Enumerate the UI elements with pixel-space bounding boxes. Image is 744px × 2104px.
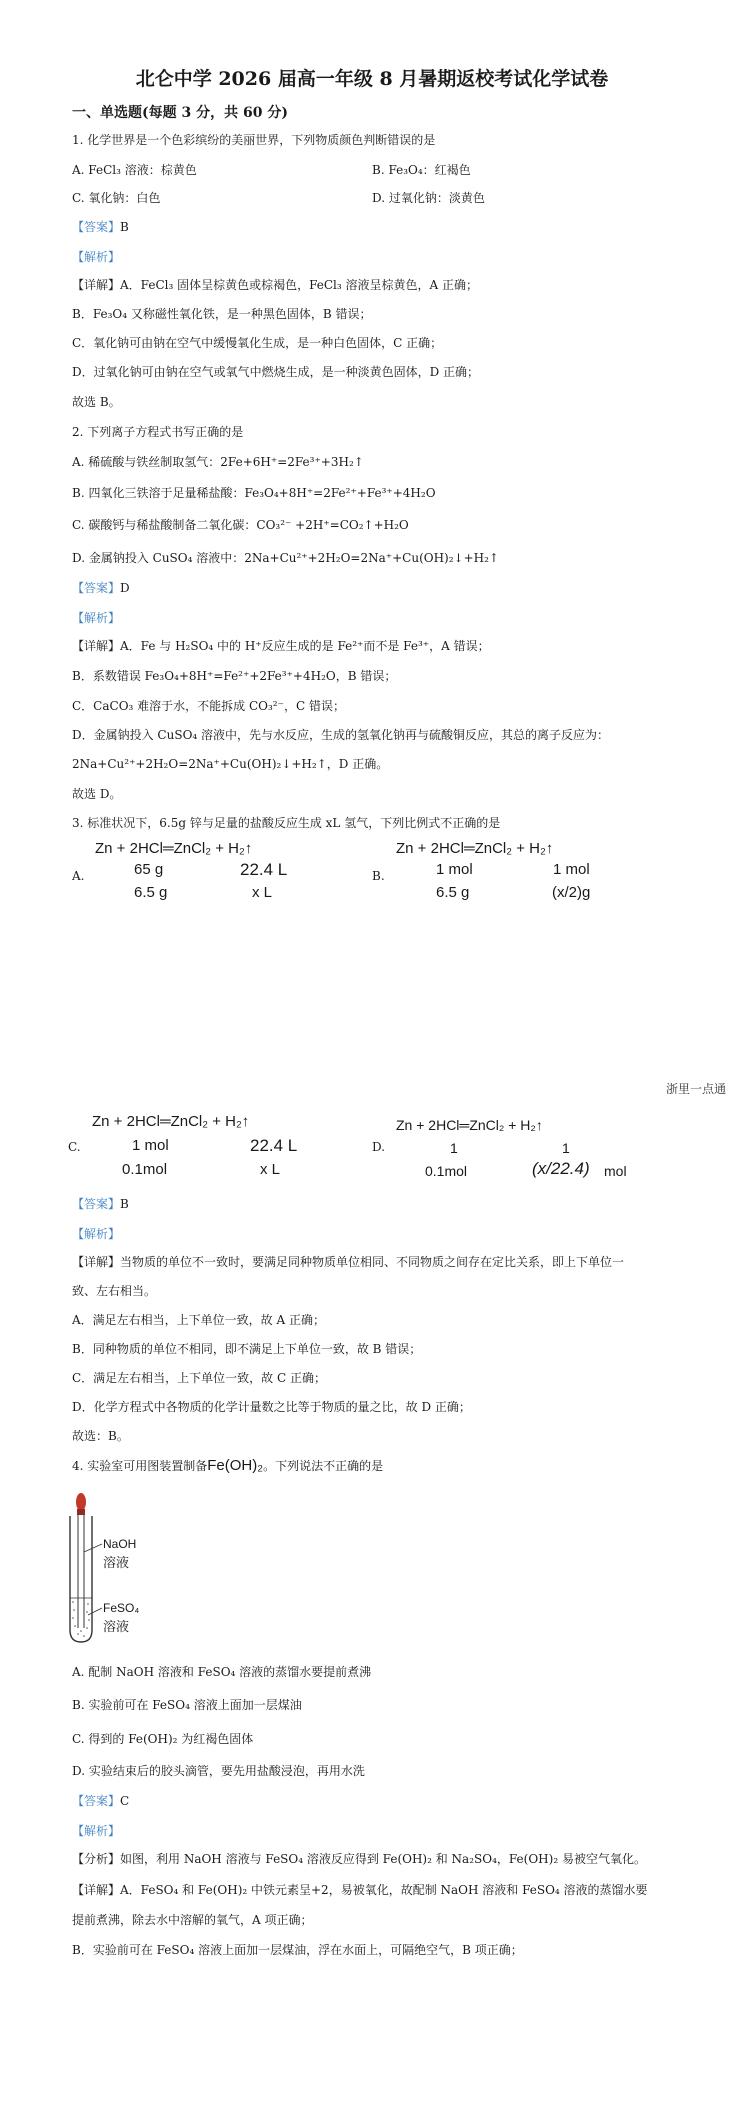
q2-stem: 2. 下列离子方程式书写正确的是: [72, 425, 244, 439]
q3-d-r1c1: 1: [450, 1140, 458, 1156]
q1-option-b[interactable]: B. Fe₃O₄：红褐色: [372, 163, 471, 177]
q3-option-a-label[interactable]: A.: [72, 869, 85, 883]
q3-d-r1c2: 1: [562, 1140, 570, 1156]
q3-option-b-label[interactable]: B.: [372, 869, 385, 883]
watermark: 浙里一点通: [666, 1082, 727, 1096]
section-heading: 一、单选题(每题 3 分，共 60 分): [72, 105, 288, 121]
q3-b-equation: Zn + 2HCl═ZnCl₂ + H₂↑: [396, 840, 554, 857]
q2-option-c[interactable]: C. 碳酸钙与稀盐酸制备二氧化碳：CO₃²⁻ +2H⁺=CO₂↑+H₂O: [72, 518, 409, 532]
q4-answer-value: C: [120, 1794, 130, 1808]
q3-option-c-label[interactable]: C.: [68, 1140, 81, 1154]
q2-detail-2: B．系数错误 Fe₃O₄+8H⁺=Fe²⁺+2Fe³⁺+4H₂O，B 错误；: [72, 669, 397, 683]
q3-option-d-label[interactable]: D.: [372, 1140, 386, 1154]
q4-option-d[interactable]: D. 实验结束后的胶头滴管，要先用盐酸浸泡，再用水洗: [72, 1764, 365, 1778]
q1-detail-2: B．Fe₃O₄ 又称磁性氧化铁，是一种黑色固体，B 错误；: [72, 307, 372, 321]
q3-stem: 3. 标准状况下，6.5g 锌与足量的盐酸反应生成 xL 氢气，下列比例式不正确的是: [72, 816, 501, 830]
q2-answer: [72, 580, 130, 596]
q1-analysis-tag: 【解析】: [72, 250, 121, 264]
q1-detail-1: 【详解】A．FeCl₃ 固体呈棕黄色或棕褐色，FeCl₃ 溶液呈棕黄色，A 正确；: [72, 278, 478, 292]
answer-tag: 【答案】: [72, 581, 121, 595]
q2-conclusion: 故选 D。: [72, 787, 122, 801]
q3-detail-5: D．化学方程式中各物质的化学计量数之比等于物质的量之比，故 D 正确；: [72, 1400, 471, 1414]
q1-conclusion: 故选 B。: [72, 395, 121, 409]
q1-answer-value: B: [120, 220, 129, 234]
q4-option-b[interactable]: B. 实验前可在 FeSO₄ 溶液上面加一层煤油: [72, 1698, 302, 1712]
q3-d-r2c2: (x/22.4): [532, 1159, 590, 1178]
q3-a-r1c2: 22.4 L: [240, 860, 288, 879]
q3-b-r1c2: 1 mol: [553, 861, 590, 878]
q1-stem: 1. 化学世界是一个色彩缤纷的美丽世界，下列物质颜色判断错误的是: [72, 133, 436, 147]
q2-detail-3: C．CaCO₃ 难溶于水，不能拆成 CO₃²⁻，C 错误；: [72, 699, 345, 713]
q3-c-equation: Zn + 2HCl═ZnCl₂ + H₂↑: [92, 1113, 250, 1130]
q3-detail-1b: 致、左右相当。: [72, 1284, 157, 1298]
q2-option-d[interactable]: D. 金属钠投入 CuSO₄ 溶液中：2Na+Cu²⁺+2H₂O=2Na⁺+Cu(OH)₂↓+H₂↑: [72, 551, 499, 565]
page-title: 北仑中学 2026 届高一年级 8 月暑期返校考试化学试卷: [135, 68, 609, 90]
q2-answer-value: D: [120, 581, 130, 595]
q4-answer: [72, 1793, 129, 1809]
answer-tag: 【答案】: [72, 1794, 121, 1808]
q4-stem-post: 。下列说法不正确的是: [263, 1459, 384, 1473]
q3-detail-1: 【详解】当物质的单位不一致时，要满足同种物质单位相同、不同物质之间存在定比关系，即上下单位一: [72, 1255, 625, 1269]
fig-label-naoh-solution: 溶液: [103, 1556, 130, 1571]
q2-option-a[interactable]: A. 稀硫酸与铁丝制取氢气：2Fe+6H⁺=2Fe³⁺+3H₂↑: [72, 455, 364, 469]
fig-label-feso4-solution: 溶液: [103, 1620, 130, 1635]
q3-d-equation: Zn + 2HCl═ZnCl₂ + H₂↑: [396, 1117, 543, 1133]
q4-analysis-tag: 【解析】: [72, 1824, 121, 1838]
fig-label-naoh: NaOH: [103, 1537, 137, 1551]
q2-detail-5: 2Na+Cu²⁺+2H₂O=2Na⁺+Cu(OH)₂↓+H₂↑，D 正确。: [72, 757, 389, 771]
q3-a-equation: Zn + 2HCl═ZnCl₂ + H₂↑: [95, 840, 253, 857]
fig-label-feso4: FeSO₄: [103, 1601, 140, 1615]
q2-detail-4: D．金属钠投入 CuSO₄ 溶液中，先与水反应，生成的氢氧化钠再与硫酸铜反应，其总的离子反应为：: [72, 728, 610, 742]
q3-a-r1c1: 65 g: [134, 861, 164, 878]
q3-b-r1c1: 1 mol: [436, 861, 473, 878]
q1-answer: [72, 219, 129, 235]
q4-option-a[interactable]: A. 配制 NaOH 溶液和 FeSO₄ 溶液的蒸馏水要提前煮沸: [72, 1665, 372, 1679]
answer-tag: 【答案】: [72, 1197, 121, 1211]
q2-analysis-tag: 【解析】: [72, 611, 121, 625]
q3-answer: [72, 1196, 129, 1212]
q2-detail-1: 【详解】A．Fe 与 H₂SO₄ 中的 H⁺反应生成的是 Fe²⁺而不是 Fe³⁺，A 错误；: [72, 639, 490, 653]
answer-tag: 【答案】: [72, 220, 121, 234]
q1-option-d[interactable]: D. 过氧化钠：淡黄色: [372, 191, 485, 205]
q3-c-r1c1: 1 mol: [132, 1137, 169, 1154]
q4-detail-2: B．实验前可在 FeSO₄ 溶液上面加一层煤油，浮在水面上，可隔绝空气，B 项正确；: [72, 1943, 523, 1957]
q3-a-r2c2: x L: [252, 884, 273, 901]
test-tube: [70, 1516, 92, 1642]
q3-c-r2c2: x L: [260, 1161, 281, 1178]
q3-c-r2c1: 0.1mol: [122, 1161, 168, 1178]
q3-detail-4: C．满足左右相当，上下单位一致，故 C 正确；: [72, 1371, 326, 1385]
q3-c-r1c2: 22.4 L: [250, 1136, 298, 1155]
q1-option-c[interactable]: C. 氧化钠：白色: [72, 191, 161, 205]
q4-detail-1b: 提前煮沸，除去水中溶解的氧气，A 项正确；: [72, 1913, 313, 1927]
q2-option-b[interactable]: B. 四氧化三铁溶于足量稀盐酸：Fe₃O₄+8H⁺=2Fe²⁺+Fe³⁺+4H₂O: [72, 486, 436, 500]
solution-dots: [72, 1601, 90, 1637]
q4-stem-formula: Fe(OH)₂: [207, 1457, 264, 1474]
dropper-neck: [77, 1509, 85, 1515]
q1-detail-3: C．氧化钠可由钠在空气中缓慢氧化生成，是一种白色固体，C 正确；: [72, 336, 443, 350]
q4-stem: [72, 1458, 383, 1474]
q4-detail-1: 【详解】A．FeSO₄ 和 Fe(OH)₂ 中铁元素呈+2，易被氧化，故配制 NaOH 溶液和 FeSO₄ 溶液的蒸馏水要: [72, 1883, 648, 1897]
q3-detail-2: A．满足左右相当，上下单位一致，故 A 正确；: [72, 1313, 325, 1327]
feso4-pointer: [88, 1608, 102, 1615]
q3-conclusion: 故选：B。: [72, 1429, 129, 1443]
q3-a-r2c1: 6.5 g: [134, 884, 168, 901]
q3-detail-3: B．同种物质的单位不相同，即不满足上下单位一致，故 B 错误；: [72, 1342, 422, 1356]
q3-d-r2c3: mol: [604, 1163, 627, 1179]
dropper-bulb: [76, 1493, 86, 1511]
q1-detail-4: D．过氧化钠可由钠在空气或氧气中燃烧生成，是一种淡黄色固体，D 正确；: [72, 365, 480, 379]
naoh-pointer: [84, 1544, 102, 1552]
q3-b-r2c2: (x/2)g: [552, 884, 591, 901]
q3-answer-value: B: [120, 1197, 129, 1211]
q4-stem-pre: 4. 实验室可用图装置制备: [72, 1459, 208, 1473]
q1-option-a[interactable]: A. FeCl₃ 溶液：棕黄色: [72, 163, 197, 177]
q3-b-r2c1: 6.5 g: [436, 884, 470, 901]
q3-analysis-tag: 【解析】: [72, 1227, 121, 1241]
q4-analysis: 【分析】如图，利用 NaOH 溶液与 FeSO₄ 溶液反应得到 Fe(OH)₂ 和 Na₂SO₄，Fe(OH)₂ 易被空气氧化。: [72, 1852, 646, 1866]
q4-option-c[interactable]: C. 得到的 Fe(OH)₂ 为红褐色固体: [72, 1732, 254, 1746]
q3-d-r2c1: 0.1mol: [425, 1163, 468, 1179]
